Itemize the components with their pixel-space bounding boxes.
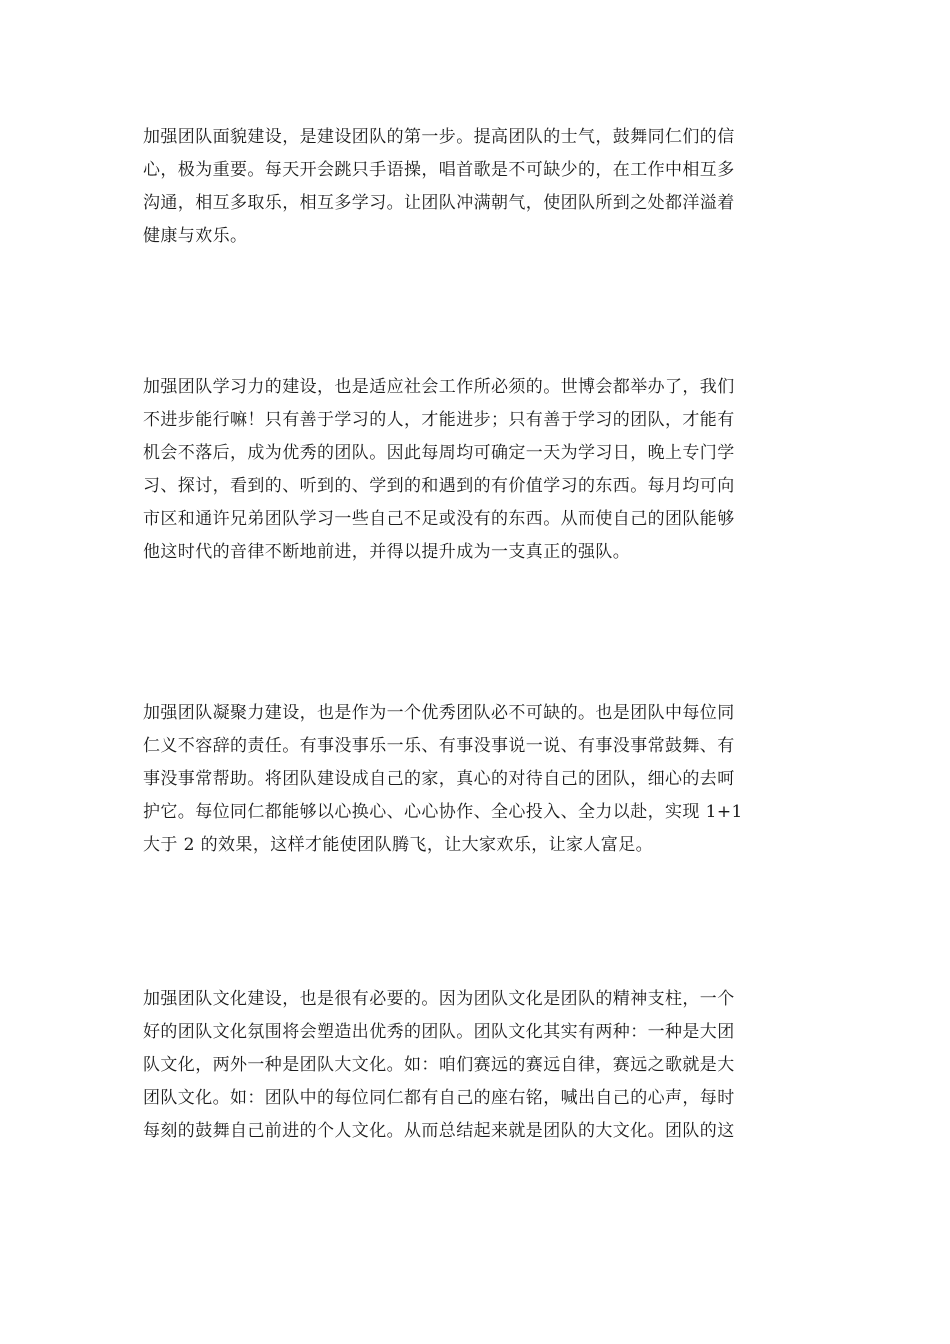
text-line: 大于 2 的效果，这样才能使团队腾飞，让大家欢乐，让家人富足。: [143, 835, 654, 855]
text-line: 不进步能行嘛！只有善于学习的人，才能进步；只有善于学习的团队，才能有: [143, 410, 735, 430]
text-line: 机会不落后，成为优秀的团队。因此每周均可确定一天为学习日，晚上专门学: [143, 443, 735, 463]
text-line: 沟通，相互多取乐，相互多学习。让团队冲满朝气，使团队所到之处都洋溢着: [143, 193, 735, 213]
text-line: 加强团队凝聚力建设，也是作为一个优秀团队必不可缺的。也是团队中每位同: [143, 703, 735, 723]
text-line: 护它。每位同仁都能够以心换心、心心协作、全心投入、全力以赴，实现 1+1: [143, 802, 743, 822]
text-line: 加强团队面貌建设，是建设团队的第一步。提高团队的士气，鼓舞同仁们的信: [143, 127, 735, 147]
text-line: 加强团队学习力的建设，也是适应社会工作所必须的。世博会都举办了，我们: [143, 377, 735, 397]
paragraph-team-appearance: [143, 121, 815, 253]
text-line: 仁义不容辞的责任。有事没事乐一乐、有事没事说一说、有事没事常鼓舞、有: [143, 736, 735, 756]
text-line: 加强团队文化建设，也是很有必要的。因为团队文化是团队的精神支柱，一个: [143, 989, 735, 1009]
paragraph-team-cohesion: [143, 697, 815, 862]
text-line: 团队文化。如：团队中的每位同仁都有自己的座右铭，喊出自己的心声，每时: [143, 1088, 735, 1108]
text-line: 队文化，两外一种是团队大文化。如：咱们赛远的赛远自律，赛远之歌就是大: [143, 1055, 735, 1075]
text-line: 他这时代的音律不断地前进，并得以提升成为一支真正的强队。: [143, 542, 631, 562]
paragraph-team-learning: [143, 371, 815, 569]
text-line: 好的团队文化氛围将会塑造出优秀的团队。团队文化其实有两种：一种是大团: [143, 1022, 735, 1042]
text-line: 每刻的鼓舞自己前进的个人文化。从而总结起来就是团队的大文化。团队的这: [143, 1121, 735, 1141]
text-line: 健康与欢乐。: [143, 226, 248, 246]
text-line: 事没事常帮助。将团队建设成自己的家，真心的对待自己的团队，细心的去呵: [143, 769, 735, 789]
text-line: 习、探讨，看到的、听到的、学到的和遇到的有价值学习的东西。每月均可向: [143, 476, 735, 496]
paragraph-team-culture: [143, 983, 815, 1148]
text-line: 市区和通许兄弟团队学习一些自己不足或没有的东西。从而使自己的团队能够: [143, 509, 735, 529]
text-line: 心，极为重要。每天开会跳只手语操，唱首歌是不可缺少的，在工作中相互多: [143, 160, 735, 180]
